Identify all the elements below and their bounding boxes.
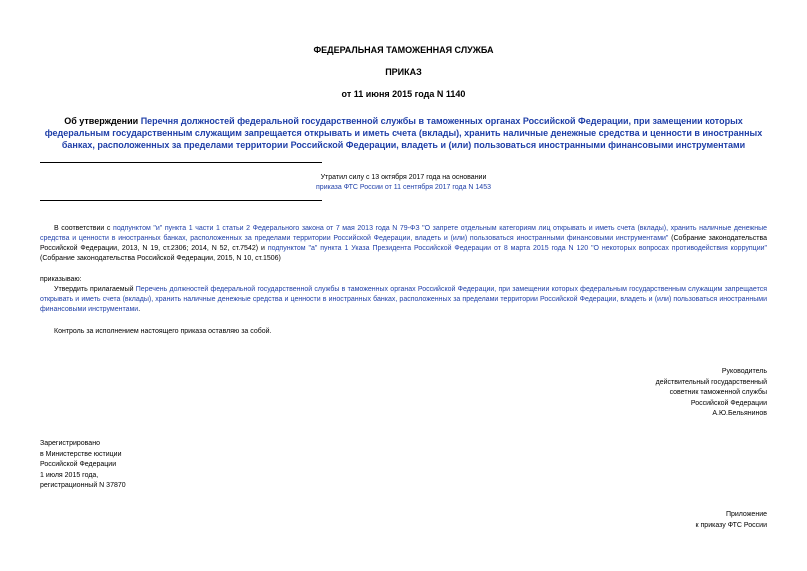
signature-line-1: Руководитель: [721, 368, 767, 375]
signature-line-2: действительный государственный: [655, 378, 767, 386]
status-line: Утратил силу с 13 октября 2017 года на основании: [320, 174, 487, 181]
document-date-number: от 11 июня 2015 года N 1140: [341, 89, 466, 99]
divider-top: [40, 162, 322, 163]
registration-line-4: 1 июля 2015 года,: [40, 471, 99, 479]
status-note: [0, 173, 807, 193]
divider-bottom: [40, 200, 322, 201]
signature-line-4: Российской Федерации: [690, 399, 767, 407]
document-title: [40, 115, 767, 151]
document-type: ПРИКАЗ: [385, 67, 422, 77]
p2-link-list[interactable]: Перечень должностей федеральной государственной службы в таможенных органах Российской Федерации, при замещении которых федеральным государственным служащим запрещается открывать и иметь счета (вклады), хранить наличные денежные средства и ценности в иностранных банках, расположенных за пределами территории Российской Федерации, владеть и (или) пользоваться иностранными финансовыми инструментами: [40, 286, 767, 313]
registration-line-2: в Министерстве юстиции: [40, 450, 122, 458]
paragraph-approve: [40, 285, 767, 315]
order-word: приказываю:: [40, 276, 82, 283]
registration-line-3: Российской Федерации: [40, 461, 117, 468]
paragraph-control: Контроль за исполнением настоящего приказа оставляю за собой.: [54, 328, 272, 335]
status-link[interactable]: приказа ФТС России от 11 сентября 2017 года N 1453: [316, 184, 491, 191]
registration-line-1: Зарегистрировано: [40, 440, 100, 447]
appendix-line-2: к приказу ФТС России: [695, 521, 767, 529]
signature-block: [656, 367, 767, 420]
p1-link-decree[interactable]: подпунктом "а" пункта 1 Указа Президента Российской Федерации от 8 марта 2015 года N 120 "О некоторых вопросах противодействия коррупции": [267, 245, 767, 252]
appendix-line-1: Приложение: [725, 511, 767, 518]
registration-block: [40, 439, 126, 492]
p1-link-federal-law[interactable]: подпунктом "и" пункта 1 части 1 статьи 2 Федерального закона от 7 мая 2013 года N 79-ФЗ "О запрете отдельным категориям лиц открывать и иметь счета (вклады), хранить наличные денежные средства и ценности в иностранных банках, расположенных за пределами территории Российской Федерации, владеть и (или) пользоваться иностранными финансовыми инструментами": [40, 225, 768, 242]
paragraph-basis: [40, 224, 767, 264]
registration-line-5: регистрационный N 37870: [40, 482, 126, 489]
title-link[interactable]: Перечня должностей федеральной государственной службы в таможенных органах Российской Федерации, при замещении которых федеральным государственным служащим запрещается открывать и иметь счета (вклады), хранить наличные денежные средства и ценности в иностранных банках, расположенных за пределами территории Российской Федерации, владеть и (или) пользоваться иностранными финансовыми инструментами: [44, 116, 763, 150]
p2-suffix: .: [138, 306, 141, 313]
signature-name: А.Ю.Бельянинов: [712, 410, 767, 417]
p1-mid: (Собрание законодательства Российской Федерации, 2013, N 19, ст.2306; 2014, N 52, ст.7542) и: [40, 235, 767, 252]
appendix-block: [696, 510, 768, 531]
p2-prefix: Утвердить прилагаемый: [54, 286, 136, 293]
title-prefix: Об утверждении: [64, 116, 141, 126]
p1-suffix: (Собрание законодательства Российской Федерации, 2015, N 10, ст.1506): [40, 255, 281, 262]
p1-prefix: В соответствии с: [54, 225, 114, 232]
signature-line-3: советник таможенной службы: [669, 389, 767, 396]
agency-name: ФЕДЕРАЛЬНАЯ ТАМОЖЕННАЯ СЛУЖБА: [313, 45, 494, 55]
